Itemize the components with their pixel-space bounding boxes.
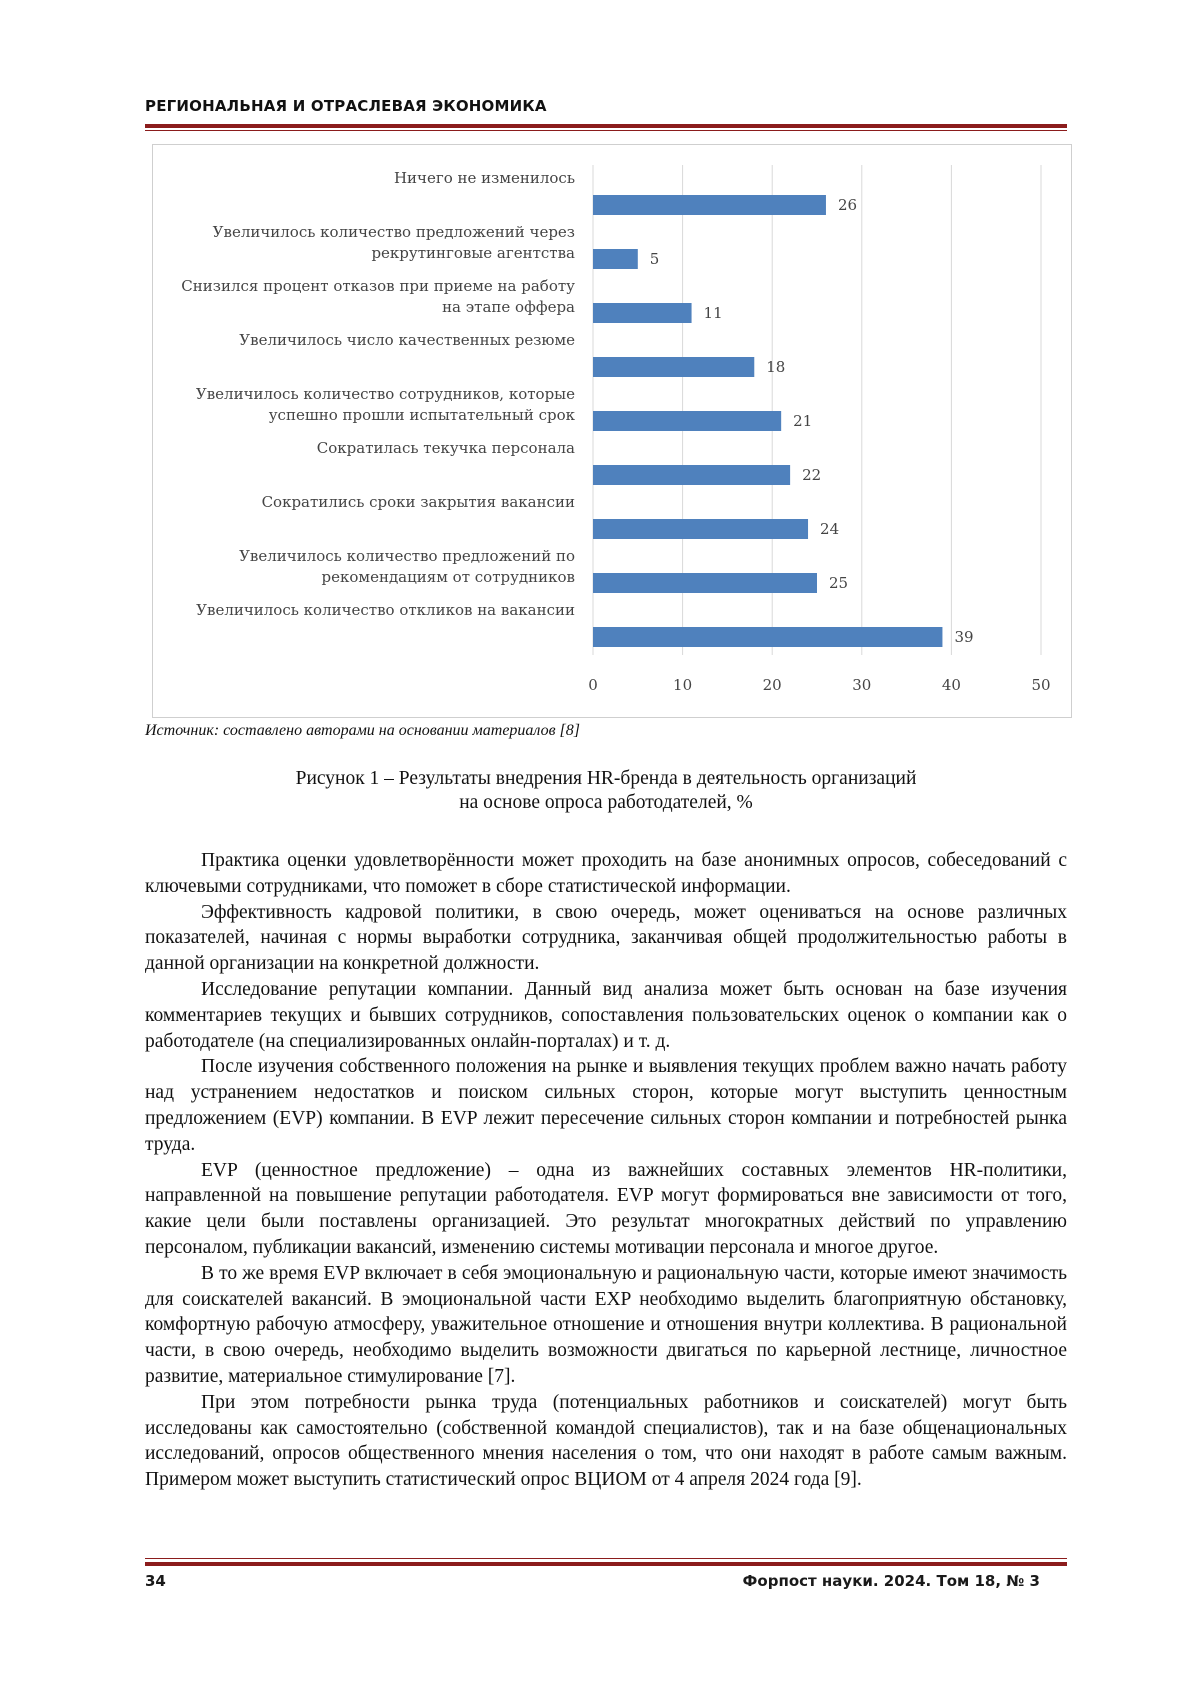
header-rule-thick <box>145 124 1067 128</box>
data-label: 21 <box>793 412 813 430</box>
category-label-line: на этапе оффера <box>442 298 575 316</box>
bar <box>593 357 754 377</box>
category-label <box>155 600 575 621</box>
data-label: 5 <box>649 250 660 268</box>
figure-caption <box>145 767 1067 815</box>
category-label-line: Увеличилось количество откликов на вакансии <box>196 601 575 619</box>
paragraph: В то же время EVP включает в себя эмоциональную и рациональную части, которые имеют значимость для соискателей вакансий. В эмоциональной части EXP необходимо выделить благоприятную обстановку, комфортную рабочую атмосферу, уважительное отношение и отношения внутри коллектива. В рациональной части, в свою очередь, необходимо выделить возможности двигаться по карьерной лестнице, личностное развитие, материальное стимулирование [7]. <box>145 1262 1067 1387</box>
data-label: 26 <box>837 196 858 214</box>
x-tick-label: 30 <box>852 676 872 694</box>
bar <box>593 465 790 485</box>
x-tick-label: 20 <box>762 676 782 694</box>
bar <box>593 411 781 431</box>
body-text <box>145 848 1067 1493</box>
paragraph: EVP (ценностное предложение) – одна из важнейших составных элементов HR-политики, направленной на повышение репутации работодателя. EVP могут формироваться вне зависимости от того, какие цели были поставлены организацией. Это результат многократных действий по управлению персоналом, публикации вакансий, изменению системы мотивации персонала и многое другое. <box>145 1159 1067 1258</box>
paragraph: При этом потребности рынка труда (потенциальных работников и соискателей) могут быть исследованы как самостоятельно (собственной командой специалистов), так и на базе общенациональных исследований, опросов общественного мнения населения о том, что они находят в работе самым важным. Примером может выступить статистический опрос ВЦИОМ от 4 апреля 2024 года [9]. <box>145 1391 1067 1491</box>
category-label-line: успешно прошли испытательный срок <box>268 406 575 424</box>
category-label-line: Увеличилось количество сотрудников, которые <box>195 385 575 403</box>
category-label-line: рекрутинговые агентства <box>371 244 575 262</box>
bar <box>593 573 817 593</box>
category-label-line: Сократились сроки закрытия вакансии <box>261 493 575 511</box>
caption-line-1: Рисунок 1 – Результаты внедрения HR-бренда в деятельность организаций <box>295 768 917 789</box>
category-label-line: рекомендациям от сотрудников <box>321 568 575 586</box>
bar <box>593 519 808 539</box>
running-header: РЕГИОНАЛЬНАЯ И ОТРАСЛЕВАЯ ЭКОНОМИКА <box>145 97 547 115</box>
figure-1-chart <box>152 144 1072 718</box>
paragraph: Эффективность кадровой политики, в свою очередь, может оцениваться на основе различных показателей, начиная с нормы выработки сотрудника, заканчивая общей продолжительностью работы в данной организации на конкретной должности. <box>145 901 1067 975</box>
x-tick-label: 10 <box>673 676 693 694</box>
data-label: 18 <box>766 358 786 376</box>
bar <box>593 195 826 215</box>
footer-rule-thin <box>145 1558 1067 1559</box>
data-label: 22 <box>802 466 822 484</box>
category-label-line: Сократилась текучка персонала <box>316 439 575 457</box>
paragraph: После изучения собственного положения на рынке и выявления текущих проблем важно начать работу над устранением недостатков и поиском сильных сторон, которые могут выступить ценностным предложением (EVP) компании. В EVP лежит пересечение сильных сторон компании и потребностей рынка труда. <box>145 1056 1067 1155</box>
category-label <box>155 222 575 264</box>
bar <box>593 249 638 269</box>
footer-rule-thick <box>145 1562 1067 1566</box>
category-label <box>155 438 575 459</box>
caption-line-2: на основе опроса работодателей, % <box>459 792 753 813</box>
category-label-line: Ничего не изменилось <box>393 169 575 187</box>
paragraph: Исследование репутации компании. Данный вид анализа может быть основан на базе изучения комментариев текущих и бывших сотрудников, сопоставления пользовательских оценок о компании как о работодателе (на специализированных онлайн-порталах) и т. д. <box>145 978 1067 1052</box>
bar <box>593 627 942 647</box>
data-label: 25 <box>829 574 849 592</box>
category-label <box>155 168 575 189</box>
category-label-line: Увеличилось количество предложений через <box>212 223 575 241</box>
category-label <box>155 546 575 588</box>
category-label <box>155 330 575 351</box>
category-label <box>155 276 575 318</box>
data-label: 11 <box>703 304 723 322</box>
category-label <box>155 492 575 513</box>
bar <box>593 303 692 323</box>
category-label-line: Снизился процент отказов при приеме на работу <box>181 277 575 295</box>
paragraph: Практика оценки удовлетворённости может проходить на базе анонимных опросов, собеседований с ключевыми сотрудниками, что поможет в сборе статистической информации. <box>145 850 1067 897</box>
header-rule-thin <box>145 130 1067 131</box>
data-label: 39 <box>954 628 974 646</box>
category-label-line: Увеличилось число качественных резюме <box>239 331 575 349</box>
page-number: 34 <box>145 1572 166 1590</box>
x-tick-label: 40 <box>941 676 961 694</box>
journal-citation: Форпост науки. 2024. Том 18, № 3 <box>742 1572 1040 1590</box>
category-label <box>155 384 575 426</box>
x-tick-label: 0 <box>588 676 598 694</box>
figure-source: Источник: составлено авторами на основании материалов [8] <box>145 722 580 739</box>
x-tick-label: 50 <box>1031 676 1051 694</box>
category-label-line: Увеличилось количество предложений по <box>239 547 575 565</box>
data-label: 24 <box>820 520 840 538</box>
